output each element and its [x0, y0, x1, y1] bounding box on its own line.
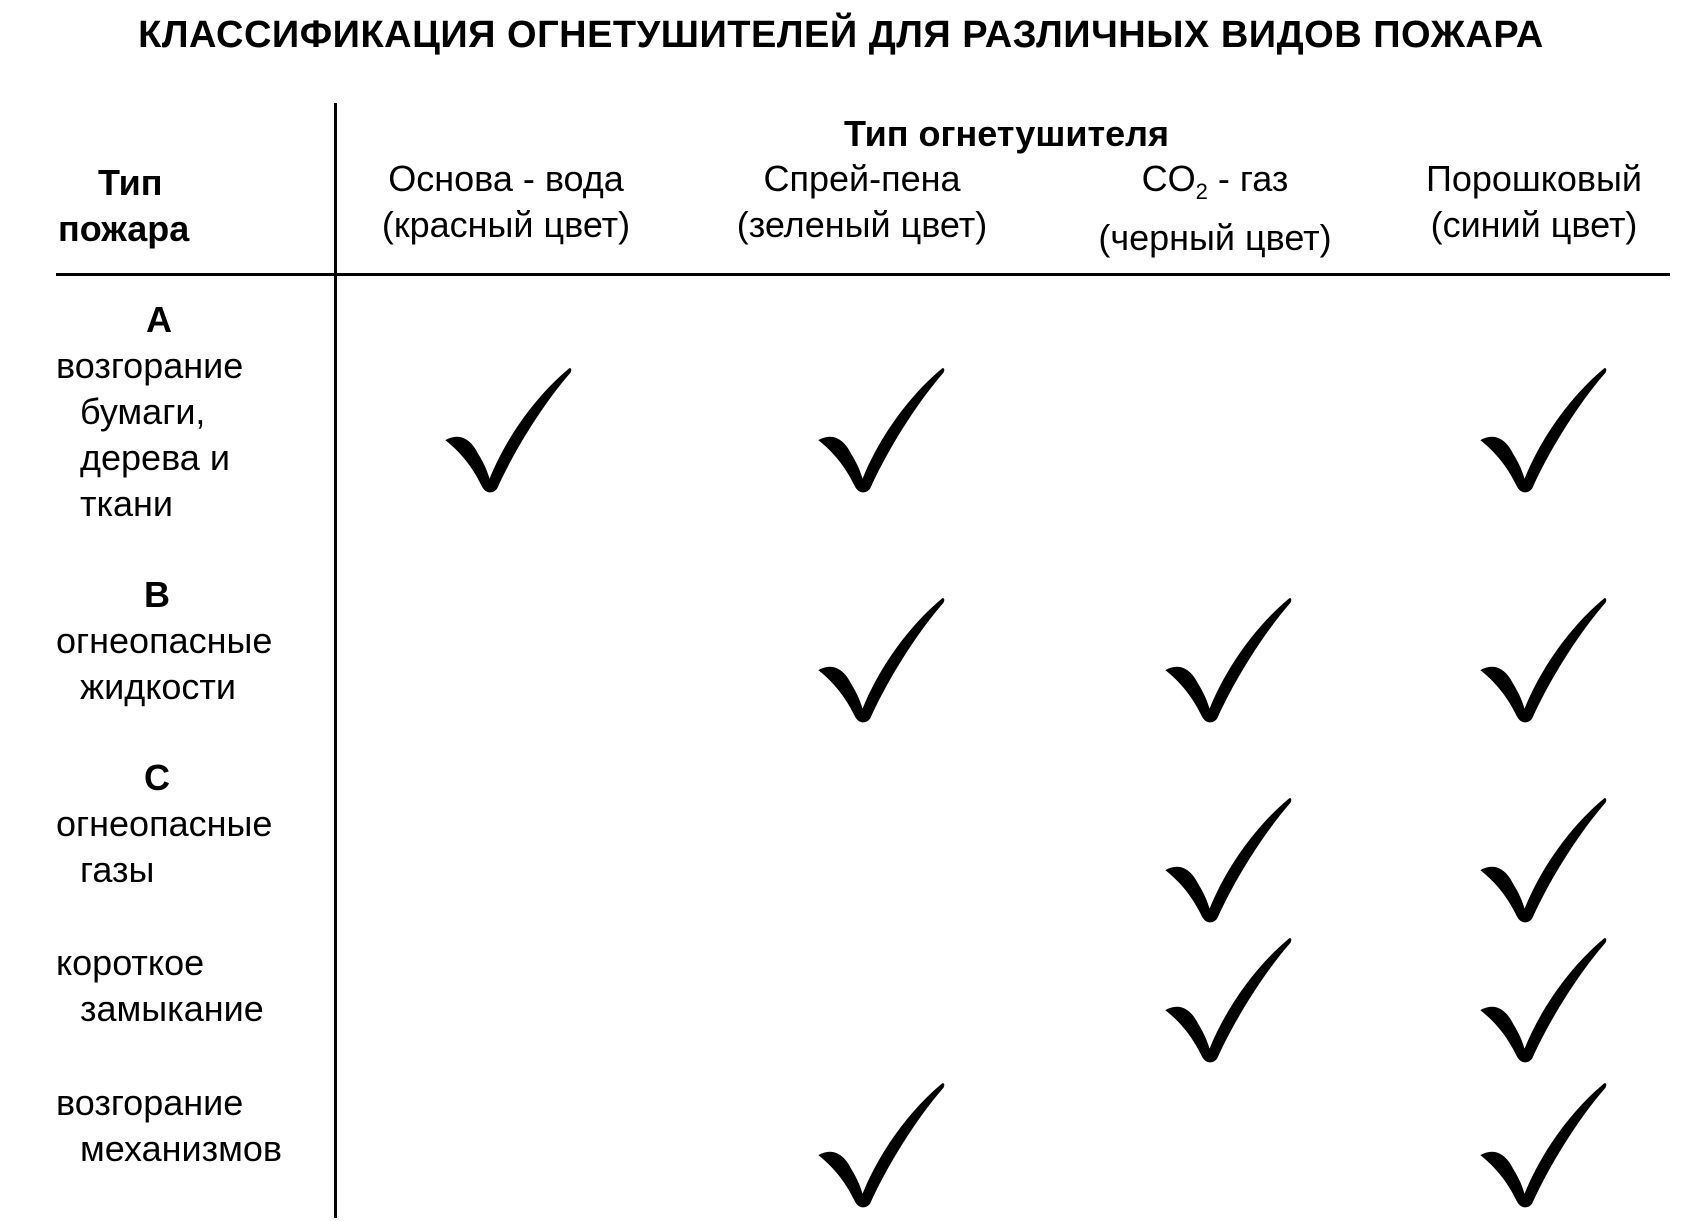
row-label-line: механизмов [80, 1128, 282, 1169]
fire-type-header-line1: Тип [98, 162, 163, 203]
column-header-name: Основа - вода [388, 158, 624, 199]
checkmark-icon [1470, 795, 1610, 925]
fire-class-letter: A [146, 299, 172, 340]
checkmark-icon [1470, 935, 1610, 1065]
column-header-color: (зеленый цвет) [736, 204, 988, 245]
row-label-line: возгорание [56, 1082, 244, 1123]
fire-class-letter: B [144, 574, 170, 615]
column-header-color: (синий цвет) [1430, 204, 1638, 245]
checkmark-icon [808, 365, 948, 495]
row-label-line: замыкание [80, 988, 264, 1029]
fire-class-letter: C [144, 757, 170, 798]
checkmark-icon [1470, 365, 1610, 495]
fire-type-header-line2: пожара [58, 208, 190, 249]
checkmark-icon [1155, 595, 1295, 725]
column-header-name: Порошковый [1425, 158, 1643, 199]
co2-prefix: CO [1141, 158, 1196, 199]
row-label-line: жидкости [80, 666, 236, 707]
co2-subscript: 2 [1195, 179, 1208, 205]
column-header-color: (красный цвет) [381, 204, 631, 245]
page-title: КЛАССИФИКАЦИЯ ОГНЕТУШИТЕЛЕЙ ДЛЯ РАЗЛИЧНЫХ ВИДОВ ПОЖАРА [138, 14, 1544, 56]
checkmark-icon [1155, 935, 1295, 1065]
row-label-line: ткани [80, 483, 174, 524]
extinguisher-type-header: Тип огнетушителя [844, 113, 1169, 154]
co2-suffix: - газ [1207, 158, 1289, 199]
checkmark-icon [808, 595, 948, 725]
checkmark-icon [1155, 795, 1295, 925]
row-label-line: огнеопасные [56, 620, 273, 661]
column-header-name: Спрей-пена [763, 158, 961, 199]
row-label-line: газы [80, 849, 155, 890]
checkmark-icon [1470, 1080, 1610, 1210]
row-label-line: бумаги, [80, 391, 206, 432]
row-label-line: короткое [56, 942, 205, 983]
row-label-line: дерева и [80, 437, 230, 478]
row-label-line: возгорание [56, 345, 244, 386]
checkmark-icon [1470, 595, 1610, 725]
row-label-line: огнеопасные [56, 803, 273, 844]
column-header-color: (черный цвет) [1098, 217, 1332, 259]
checkmark-icon [435, 365, 575, 495]
checkmark-icon [808, 1080, 948, 1210]
